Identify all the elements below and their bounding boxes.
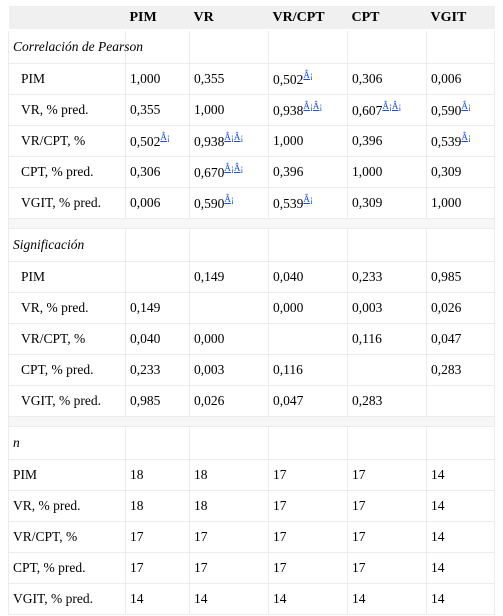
- cell-value: 0,006: [130, 195, 161, 210]
- cell-value: 0,306: [352, 71, 383, 86]
- cell-value: 14: [130, 591, 144, 606]
- table-cell: [348, 64, 427, 95]
- section-title: Significación: [9, 229, 126, 262]
- cell-value: 0,047: [431, 331, 462, 346]
- cell-value: 0,040: [130, 331, 161, 346]
- header-cell-blank: [9, 6, 126, 30]
- table-row: [9, 460, 495, 491]
- table-cell: [348, 324, 427, 355]
- table-row: [9, 386, 495, 417]
- table-cell: [126, 522, 190, 553]
- table-cell: [126, 553, 190, 584]
- footnote-link[interactable]: Â¡Â¡: [224, 132, 244, 142]
- table-cell: [126, 126, 190, 157]
- footnote-marker: [461, 132, 471, 142]
- table-cell: [190, 64, 269, 95]
- table-cell: [269, 157, 348, 188]
- empty-cell: [348, 30, 427, 64]
- empty-cell: [126, 229, 190, 262]
- table-row: [9, 64, 495, 95]
- cell-value: 0,003: [352, 300, 383, 315]
- footnote-marker: [224, 194, 234, 204]
- row-label: CPT, % pred.: [9, 553, 126, 584]
- empty-cell: [348, 229, 427, 262]
- cell-value: 0,396: [273, 164, 304, 179]
- cell-value: 0,149: [194, 269, 225, 284]
- cell-value: 0,116: [273, 362, 303, 377]
- table-cell: [427, 584, 495, 615]
- footnote-marker: [224, 163, 243, 173]
- table-row: [9, 293, 495, 324]
- footnote-marker: [160, 132, 170, 142]
- table-cell: [269, 293, 348, 324]
- table-cell: [269, 522, 348, 553]
- table-row: [9, 491, 495, 522]
- table-cell: [348, 386, 427, 417]
- table-cell: [126, 355, 190, 386]
- footnote-link[interactable]: Â¡: [303, 194, 313, 204]
- cell-value: 14: [431, 498, 445, 513]
- footnote-marker: [461, 101, 471, 111]
- section-title: Correlación de Pearson: [9, 30, 126, 64]
- cell-value: 18: [130, 467, 144, 482]
- cell-value: 0,355: [194, 71, 225, 86]
- table-cell: [269, 126, 348, 157]
- cell-value: 17: [273, 498, 287, 513]
- table-cell: [269, 386, 348, 417]
- table-cell: [190, 157, 269, 188]
- empty-cell: [126, 427, 190, 460]
- table-row: [9, 126, 495, 157]
- cell-value: 17: [194, 529, 208, 544]
- table-cell: [269, 324, 348, 355]
- cell-value: 0,003: [194, 362, 225, 377]
- cell-value: 17: [273, 467, 287, 482]
- cell-value: 17: [273, 560, 287, 575]
- table-cell: [348, 126, 427, 157]
- row-label: VR, % pred.: [9, 95, 126, 126]
- cell-value: 14: [431, 560, 445, 575]
- empty-cell: [190, 427, 269, 460]
- row-label: VR, % pred.: [9, 491, 126, 522]
- cell-value: 0,306: [130, 164, 161, 179]
- empty-cell: [427, 427, 495, 460]
- footnote-link[interactable]: Â¡Â¡: [303, 101, 323, 111]
- cell-value: 14: [194, 591, 208, 606]
- row-label: PIM: [9, 262, 126, 293]
- cell-value: 14: [273, 591, 287, 606]
- table-row: [9, 157, 495, 188]
- cell-value: 18: [130, 498, 144, 513]
- table-cell: [348, 188, 427, 219]
- section-header-row: [9, 427, 495, 460]
- row-label: VR/CPT, %: [9, 324, 126, 355]
- row-label: VR/CPT, %: [9, 522, 126, 553]
- table-cell: [126, 491, 190, 522]
- footnote-marker: [303, 70, 313, 80]
- cell-value: 17: [352, 467, 366, 482]
- row-label: PIM: [9, 460, 126, 491]
- cell-value: 17: [352, 498, 366, 513]
- row-label: VR/CPT, %: [9, 126, 126, 157]
- table-cell: [126, 157, 190, 188]
- table-cell: [348, 355, 427, 386]
- table-cell: [427, 553, 495, 584]
- footnote-marker: [303, 194, 313, 204]
- cell-value: 18: [194, 498, 208, 513]
- cell-value: 0,355: [130, 102, 161, 117]
- table-row: [9, 553, 495, 584]
- empty-cell: [269, 229, 348, 262]
- table-cell: [190, 584, 269, 615]
- table-cell: [126, 584, 190, 615]
- table-row: [9, 324, 495, 355]
- header-cell-vr: VR: [190, 6, 269, 30]
- table-row: [9, 355, 495, 386]
- cell-value: 1,000: [273, 133, 304, 148]
- cell-value: 0,283: [352, 393, 383, 408]
- row-label: VGIT, % pred.: [9, 386, 126, 417]
- table-cell: [427, 126, 495, 157]
- row-label: VGIT, % pred.: [9, 188, 126, 219]
- cell-value: 0,985: [431, 269, 462, 284]
- table-cell: [427, 460, 495, 491]
- table-cell: [348, 553, 427, 584]
- table-cell: [269, 64, 348, 95]
- cell-value: 18: [194, 467, 208, 482]
- table-cell: [348, 491, 427, 522]
- row-label: VR, % pred.: [9, 293, 126, 324]
- cell-value: 0,233: [352, 269, 383, 284]
- cell-value: 0,149: [130, 300, 161, 315]
- table-cell: [190, 126, 269, 157]
- table-cell: [269, 95, 348, 126]
- footnote-link[interactable]: Â¡: [224, 194, 234, 204]
- table-cell: [190, 386, 269, 417]
- table-cell: [190, 355, 269, 386]
- table-cell: [190, 262, 269, 293]
- cell-value: 0,047: [273, 393, 304, 408]
- table-row: [9, 522, 495, 553]
- cell-value: 0,026: [431, 300, 462, 315]
- table-cell: [269, 262, 348, 293]
- cell-value: 0,539: [431, 134, 462, 149]
- cell-value: 0,233: [130, 362, 161, 377]
- empty-cell: [269, 30, 348, 64]
- table-cell: [427, 522, 495, 553]
- table-cell: [126, 262, 190, 293]
- table-cell: [190, 95, 269, 126]
- cell-value: 17: [273, 529, 287, 544]
- section-spacer: [9, 417, 495, 427]
- table-cell: [126, 324, 190, 355]
- header-row: [9, 6, 495, 30]
- cell-value: 0,000: [273, 300, 304, 315]
- cell-value: 1,000: [194, 102, 225, 117]
- table-cell: [427, 157, 495, 188]
- table-cell: [190, 324, 269, 355]
- cell-value: 0,590: [194, 196, 225, 211]
- cell-value: 17: [352, 529, 366, 544]
- footnote-link[interactable]: Â¡Â¡: [224, 163, 244, 173]
- footnote-link[interactable]: Â¡: [303, 70, 313, 80]
- table-cell: [126, 460, 190, 491]
- spacer-cell: [9, 417, 495, 427]
- table-cell: [269, 460, 348, 491]
- table-cell: [269, 355, 348, 386]
- header-cell-vgit: VGIT: [427, 6, 495, 30]
- section-header-row: [9, 30, 495, 64]
- table-cell: [427, 262, 495, 293]
- table-cell: [269, 584, 348, 615]
- spacer-cell: [9, 219, 495, 229]
- footnote-marker: [303, 101, 322, 111]
- cell-value: 0,938: [273, 103, 304, 118]
- table-cell: [190, 460, 269, 491]
- cell-value: 0,309: [431, 164, 462, 179]
- cell-value: 0,116: [352, 331, 382, 346]
- table-cell: [190, 293, 269, 324]
- table-cell: [190, 522, 269, 553]
- table-cell: [427, 386, 495, 417]
- table-cell: [348, 584, 427, 615]
- footnote-link[interactable]: Â¡: [461, 132, 471, 142]
- table-row: [9, 188, 495, 219]
- cell-value: 0,539: [273, 196, 304, 211]
- table-row: [9, 262, 495, 293]
- cell-value: 0,283: [431, 362, 462, 377]
- cell-value: 14: [352, 591, 366, 606]
- section-title: n: [9, 427, 126, 460]
- table-cell: [427, 355, 495, 386]
- footnote-link[interactable]: Â¡: [461, 101, 471, 111]
- table-cell: [348, 293, 427, 324]
- footnote-link[interactable]: Â¡Â¡: [382, 101, 402, 111]
- cell-value: 0,026: [194, 393, 225, 408]
- table-cell: [427, 324, 495, 355]
- table-cell: [126, 386, 190, 417]
- cell-value: 0,000: [194, 331, 225, 346]
- cell-value: 0,040: [273, 269, 304, 284]
- header-cell-cpt: CPT: [348, 6, 427, 30]
- empty-cell: [348, 427, 427, 460]
- cell-value: 0,590: [431, 103, 462, 118]
- cell-value: 0,938: [194, 134, 225, 149]
- empty-cell: [427, 229, 495, 262]
- cell-value: 0,309: [352, 195, 383, 210]
- cell-value: 0,985: [130, 393, 161, 408]
- cell-value: 1,000: [431, 195, 462, 210]
- table-cell: [427, 491, 495, 522]
- table-cell: [348, 460, 427, 491]
- table-cell: [269, 553, 348, 584]
- table-cell: [427, 188, 495, 219]
- header-cell-vr-cpt: VR/CPT: [269, 6, 348, 30]
- empty-cell: [269, 427, 348, 460]
- table-cell: [126, 95, 190, 126]
- table-cell: [348, 522, 427, 553]
- cell-value: 17: [130, 529, 144, 544]
- cell-value: 14: [431, 467, 445, 482]
- table-body: [9, 30, 495, 615]
- table-cell: [427, 64, 495, 95]
- section-spacer: [9, 219, 495, 229]
- row-label: CPT, % pred.: [9, 355, 126, 386]
- cell-value: 0,670: [194, 165, 225, 180]
- row-label: PIM: [9, 64, 126, 95]
- cell-value: 14: [431, 529, 445, 544]
- empty-cell: [190, 30, 269, 64]
- table-cell: [126, 64, 190, 95]
- table-cell: [348, 262, 427, 293]
- table-row: [9, 584, 495, 615]
- row-label: CPT, % pred.: [9, 157, 126, 188]
- cell-value: 1,000: [130, 71, 161, 86]
- table-cell: [126, 188, 190, 219]
- table-cell: [348, 95, 427, 126]
- cell-value: 0,006: [431, 71, 462, 86]
- header-cell-pim: PIM: [126, 6, 190, 30]
- cell-value: 0,502: [130, 134, 161, 149]
- cell-value: 17: [194, 560, 208, 575]
- cell-value: 17: [130, 560, 144, 575]
- table-cell: [190, 188, 269, 219]
- footnote-marker: [382, 101, 401, 111]
- empty-cell: [190, 229, 269, 262]
- cell-value: 1,000: [352, 164, 383, 179]
- table-cell: [126, 293, 190, 324]
- footnote-marker: [224, 132, 243, 142]
- footnote-link[interactable]: Â¡: [160, 132, 170, 142]
- section-header-row: [9, 229, 495, 262]
- table-cell: [427, 293, 495, 324]
- table-cell: [348, 157, 427, 188]
- table-cell: [427, 95, 495, 126]
- cell-value: 0,502: [273, 72, 304, 87]
- correlation-table: [8, 6, 495, 615]
- cell-value: 0,396: [352, 133, 383, 148]
- table-row: [9, 95, 495, 126]
- table-cell: [190, 491, 269, 522]
- cell-value: 14: [431, 591, 445, 606]
- cell-value: 0,607: [352, 103, 383, 118]
- table-cell: [190, 553, 269, 584]
- table-cell: [269, 188, 348, 219]
- empty-cell: [427, 30, 495, 64]
- row-label: VGIT, % pred.: [9, 584, 126, 615]
- table-cell: [269, 491, 348, 522]
- cell-value: 17: [352, 560, 366, 575]
